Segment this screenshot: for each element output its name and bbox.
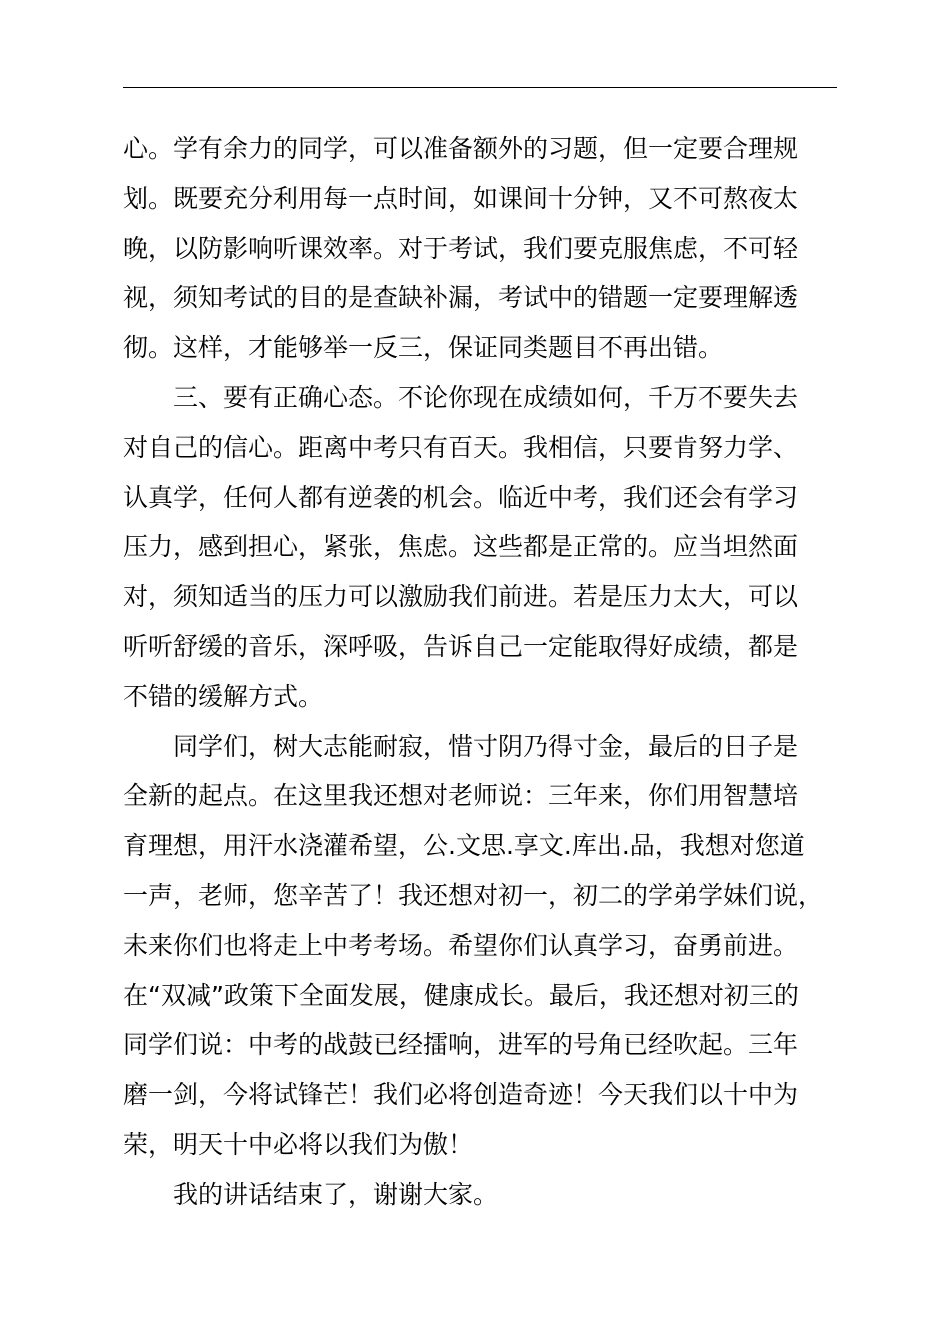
text-line: 视，须知考试的目的是查缺补漏，考试中的错题一定要理解透: [123, 283, 799, 313]
text-line: 同学们，树大志能耐寂，惜寸阴乃得寸金，最后的日子是: [173, 731, 799, 761]
text-line: 心。学有余力的同学，可以准备额外的习题，但一定要合理规: [123, 134, 799, 163]
text-line: 育理想，用汗水浇灌希望，公.文思.享文.库出.品，我想对您道: [123, 831, 805, 861]
text-line: 同学们说：中考的战鼓已经擂响，进军的号角已经吹起。三年: [123, 1030, 799, 1060]
text-line: 未来你们也将走上中考考场。希望你们认真学习，奋勇前进。: [123, 930, 799, 960]
text-line: 全新的起点。在这里我还想对老师说：三年来，你们用智慧培: [123, 781, 799, 811]
text-line: 听听舒缓的音乐，深呼吸，告诉自己一定能取得好成绩，都是: [123, 631, 799, 661]
text-line: 划。既要充分利用每一点时间，如课间十分钟，又不可熬夜太: [123, 183, 799, 213]
text-line: 三、要有正确心态。不论你现在成绩如何，千万不要失去: [173, 382, 799, 412]
text-line: 一声，老师，您辛苦了！我还想对初一，初二的学弟学妹们说，: [123, 880, 824, 910]
text-line: 不错的缓解方式。: [123, 681, 324, 711]
text-line: 晚，以防影响听课效率。对于考试，我们要克服焦虑，不可轻: [123, 233, 799, 263]
text-line: 在“双减”政策下全面发展，健康成长。最后，我还想对初三的: [123, 980, 799, 1010]
text-line: 荣，明天十中必将以我们为傲！: [123, 1129, 474, 1159]
text-line: 认真学，任何人都有逆袭的机会。临近中考，我们还会有学习: [123, 482, 799, 512]
text-line: 对，须知适当的压力可以激励我们前进。若是压力太大，可以: [123, 582, 799, 612]
text-line: 压力，感到担心，紧张，焦虑。这些都是正常的。应当坦然面: [123, 532, 799, 562]
text-line: 彻。这样，才能够举一反三，保证同类题目不再出错。: [123, 333, 724, 363]
document-body: [123, 124, 863, 1220]
header-rule: [123, 87, 837, 88]
text-line: 我的讲话结束了，谢谢大家。: [173, 1179, 499, 1209]
text-line: 对自己的信心。距离中考只有百天。我相信，只要肯努力学、: [123, 432, 799, 462]
text-line: 磨一剑，今将试锋芒！我们必将创造奇迹！今天我们以十中为: [123, 1080, 799, 1110]
